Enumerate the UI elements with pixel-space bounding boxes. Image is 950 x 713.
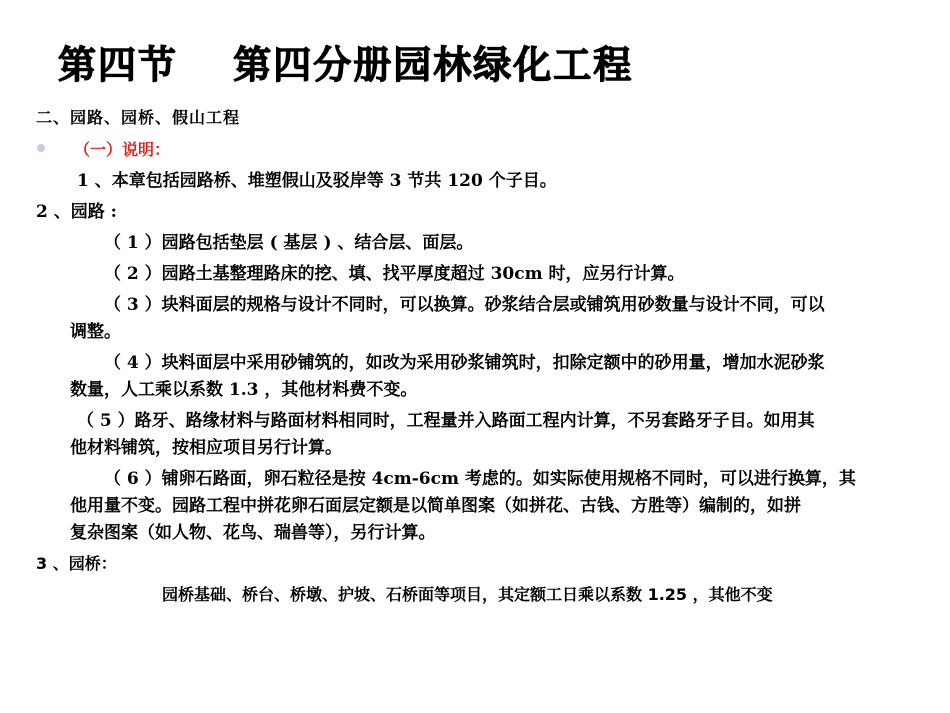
item-2-2: （ 2 ）园路土基整理路床的挖、填、找平厚度超过 30cm 时，应另行计算。 xyxy=(104,264,685,284)
item-2-3-line1: （ 3 ）块料面层的规格与设计不同时，可以换算。砂浆结合层或铺筑用砂数量与设计不同，可以 xyxy=(104,295,825,315)
item-2-6-line3: 复杂图案（如人物、花鸟、瑞兽等），另行计算。 xyxy=(70,523,436,543)
item-1: 1 、本章包括园路桥、堆塑假山及驳岸等 3 节共 120 个子目。 xyxy=(77,171,557,191)
bullet-dot-icon xyxy=(37,144,45,152)
item-2-5-line1: （ 5 ）路牙、路缘材料与路面材料相同时，工程量并入路面工程内计算，不另套路牙子目。如用其 xyxy=(77,411,815,431)
item-2-4-line2: 数量，人工乘以系数 1.3 ，其他材料费不变。 xyxy=(70,380,418,400)
item-2-1: （ 1 ）园路包括垫层 ( 基层 ) 、结合层、面层。 xyxy=(104,233,474,253)
slide-title: 第四节 第四分册园林绿化工程 xyxy=(58,43,634,87)
item-2-6-line1: （ 6 ）铺卵石路面，卵石粒径是按 4cm-6cm 考虑的。如实际使用规格不同时，可以进行换算，其 xyxy=(104,469,856,489)
item-2-6-line2: 他用量不变。园路工程中拼花卵石面层定额是以简单图案（如拼花、古钱、方胜等）编制的，如拼 xyxy=(70,496,801,516)
section-heading: 二、园路、园桥、假山工程 xyxy=(36,108,241,127)
item-2-heading: 2 、园路 : xyxy=(36,202,117,222)
item-2-5-line2: 他材料铺筑，按相应项目另行计算。 xyxy=(70,438,342,458)
item-3-heading: 3 、园桥： xyxy=(36,554,117,573)
bullet-label: （一）说明： xyxy=(74,140,171,159)
item-3-text: 园桥基础、桥台、桥墩、护坡、石桥面等项目，其定额工日乘以系数 1.25 ，其他不变 xyxy=(162,585,773,604)
item-2-3-line2: 调整。 xyxy=(70,322,121,342)
item-2-4-line1: （ 4 ）块料面层中采用砂铺筑的，如改为采用砂浆铺筑时，扣除定额中的砂用量，增加水泥砂浆 xyxy=(104,353,825,373)
